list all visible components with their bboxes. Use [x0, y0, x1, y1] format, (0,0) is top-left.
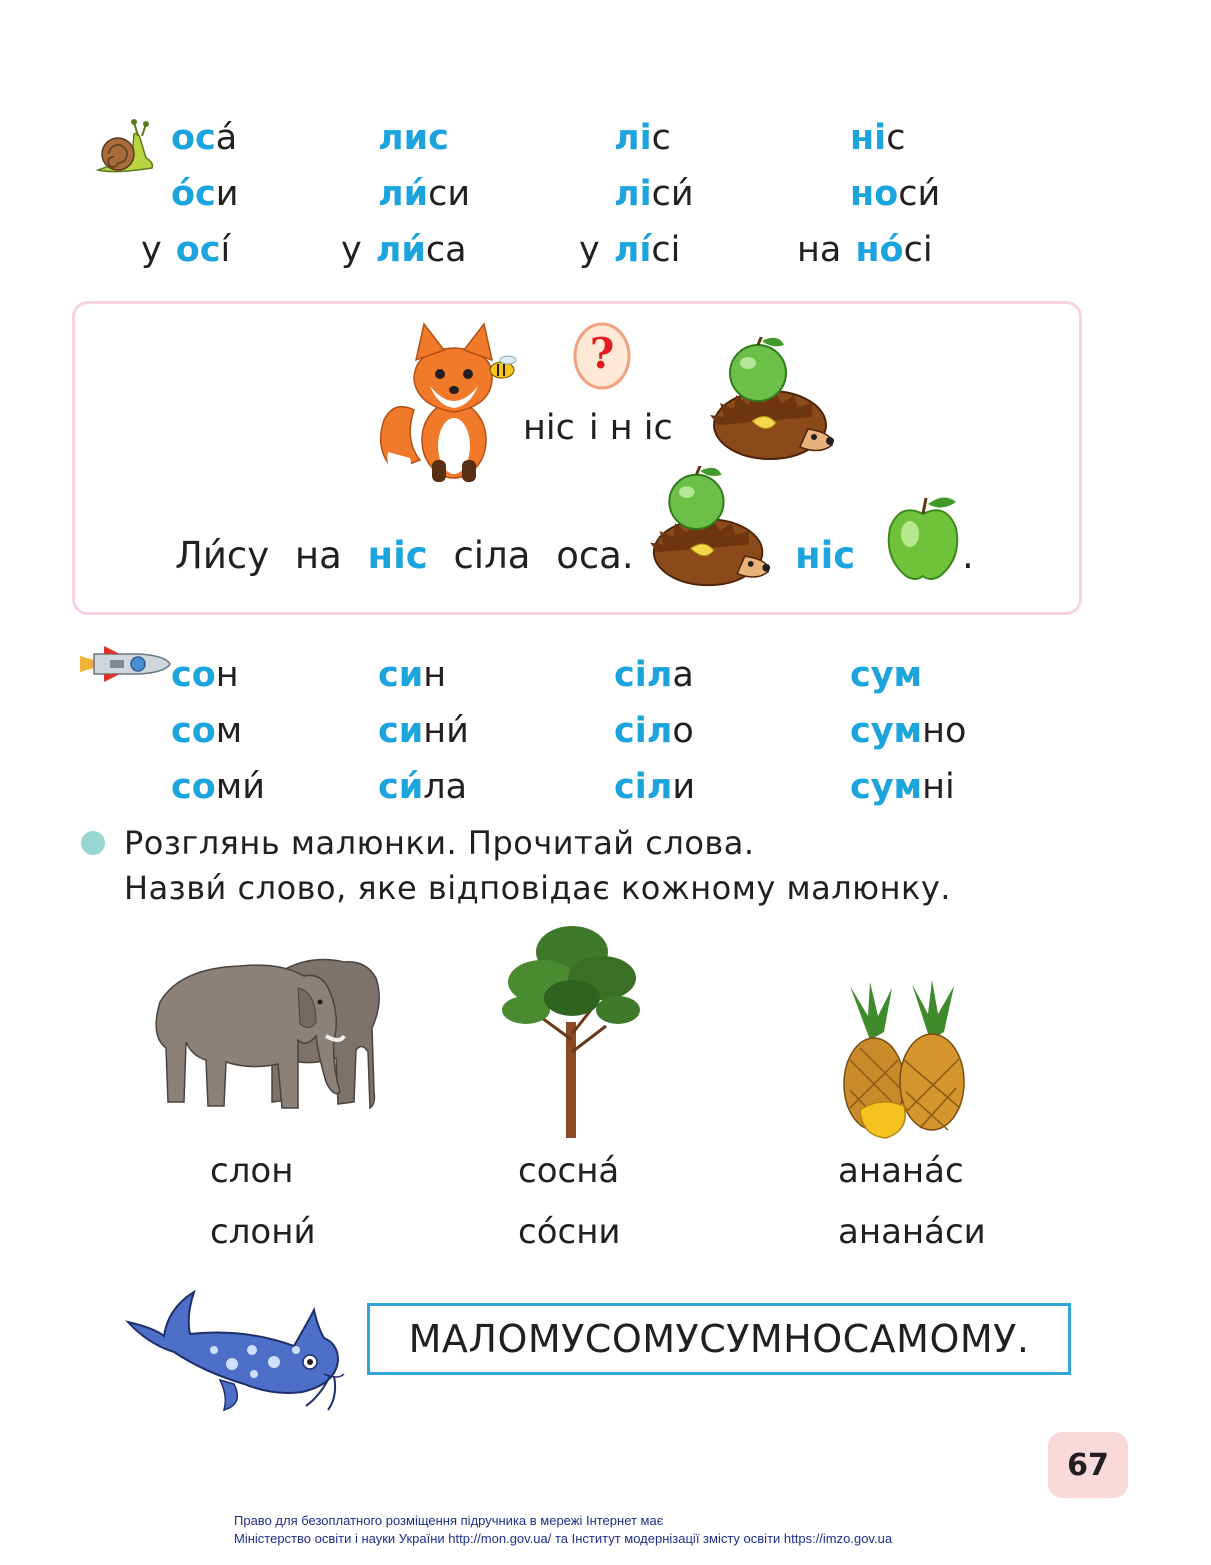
picture-word: анана́си	[838, 1212, 986, 1252]
syllable-word: у лі́сі	[579, 230, 681, 270]
rocket-icon	[80, 640, 172, 688]
syllable-word: соми́	[171, 767, 265, 807]
syllable-word: си́ла	[378, 767, 468, 807]
syllable-word: ліс	[614, 118, 671, 158]
hedgehog-with-apple-icon	[648, 466, 774, 592]
picture-word: анана́с	[838, 1151, 964, 1191]
syllable-word: носи́	[850, 174, 941, 214]
footer-line-2: Міністерство освіти і науки України http://mon.gov.ua/ та Інститут модернізації змісту освіти https://imzo.gov.ua	[234, 1531, 893, 1546]
page-number	[1048, 1432, 1128, 1498]
syllable-word: ли́си	[378, 174, 471, 214]
pine-tree-icon	[502, 922, 642, 1140]
syllable-word: сини́	[378, 711, 469, 751]
syllable-word: на но́сі	[797, 230, 933, 270]
syllable-word: у осі́	[141, 230, 231, 270]
picture-word: со́сни	[518, 1212, 621, 1252]
syllable-word: сумні	[850, 767, 955, 807]
syllable-word: оса́	[171, 118, 238, 158]
syllable-word: сон	[171, 655, 239, 695]
syllable-word: сіла	[614, 655, 694, 695]
task-instruction-1: Розглянь малюнки. Прочитай слова.	[124, 824, 755, 862]
syllable-word: сум	[850, 655, 923, 695]
apple-icon	[882, 492, 964, 584]
syllable-word: син	[378, 655, 447, 695]
riddle-line2: Ли́су на ніс сіла оса.	[175, 534, 634, 577]
task-bullet	[81, 831, 105, 855]
syllable-word: сіло	[614, 711, 694, 751]
catfish-icon	[124, 1288, 346, 1412]
riddle-period: .	[962, 534, 974, 577]
syllable-word: ліси́	[614, 174, 694, 214]
fox-with-wasp-icon	[374, 320, 524, 488]
page-number-text: 67	[1067, 1447, 1109, 1483]
picture-word: слон	[210, 1151, 294, 1191]
syllable-word: сом	[171, 711, 243, 751]
question-mark: ?	[589, 329, 615, 378]
tongue-twister-box	[367, 1303, 1071, 1375]
snail-icon	[94, 118, 158, 178]
syllable-word: сіли	[614, 767, 696, 807]
riddle-line1: ніс і н іс	[523, 408, 673, 448]
hedgehog-with-apple-icon	[708, 337, 838, 465]
task-instruction-2: Назви́ слово, яке відповідає кожному малюнку.	[124, 869, 951, 907]
picture-word: сосна́	[518, 1151, 620, 1191]
syllable-word: лис	[378, 118, 449, 158]
question-mark-badge	[573, 322, 631, 390]
syllable-word: у ли́са	[341, 230, 467, 270]
syllable-word: о́си	[171, 174, 239, 214]
pineapple-icon	[820, 980, 978, 1140]
riddle-word-nis: ніс	[795, 534, 856, 577]
tongue-twister-text: МАЛОМУСОМУСУМНОСАМОМУ.	[408, 1317, 1030, 1361]
picture-word: слони́	[210, 1212, 316, 1252]
footer-line-1: Право для безоплатного розміщення підручника в мережі Інтернет має	[234, 1513, 664, 1528]
syllable-word: ніс	[850, 118, 906, 158]
syllable-word: сумно	[850, 711, 967, 751]
elephant-icon	[130, 932, 406, 1124]
